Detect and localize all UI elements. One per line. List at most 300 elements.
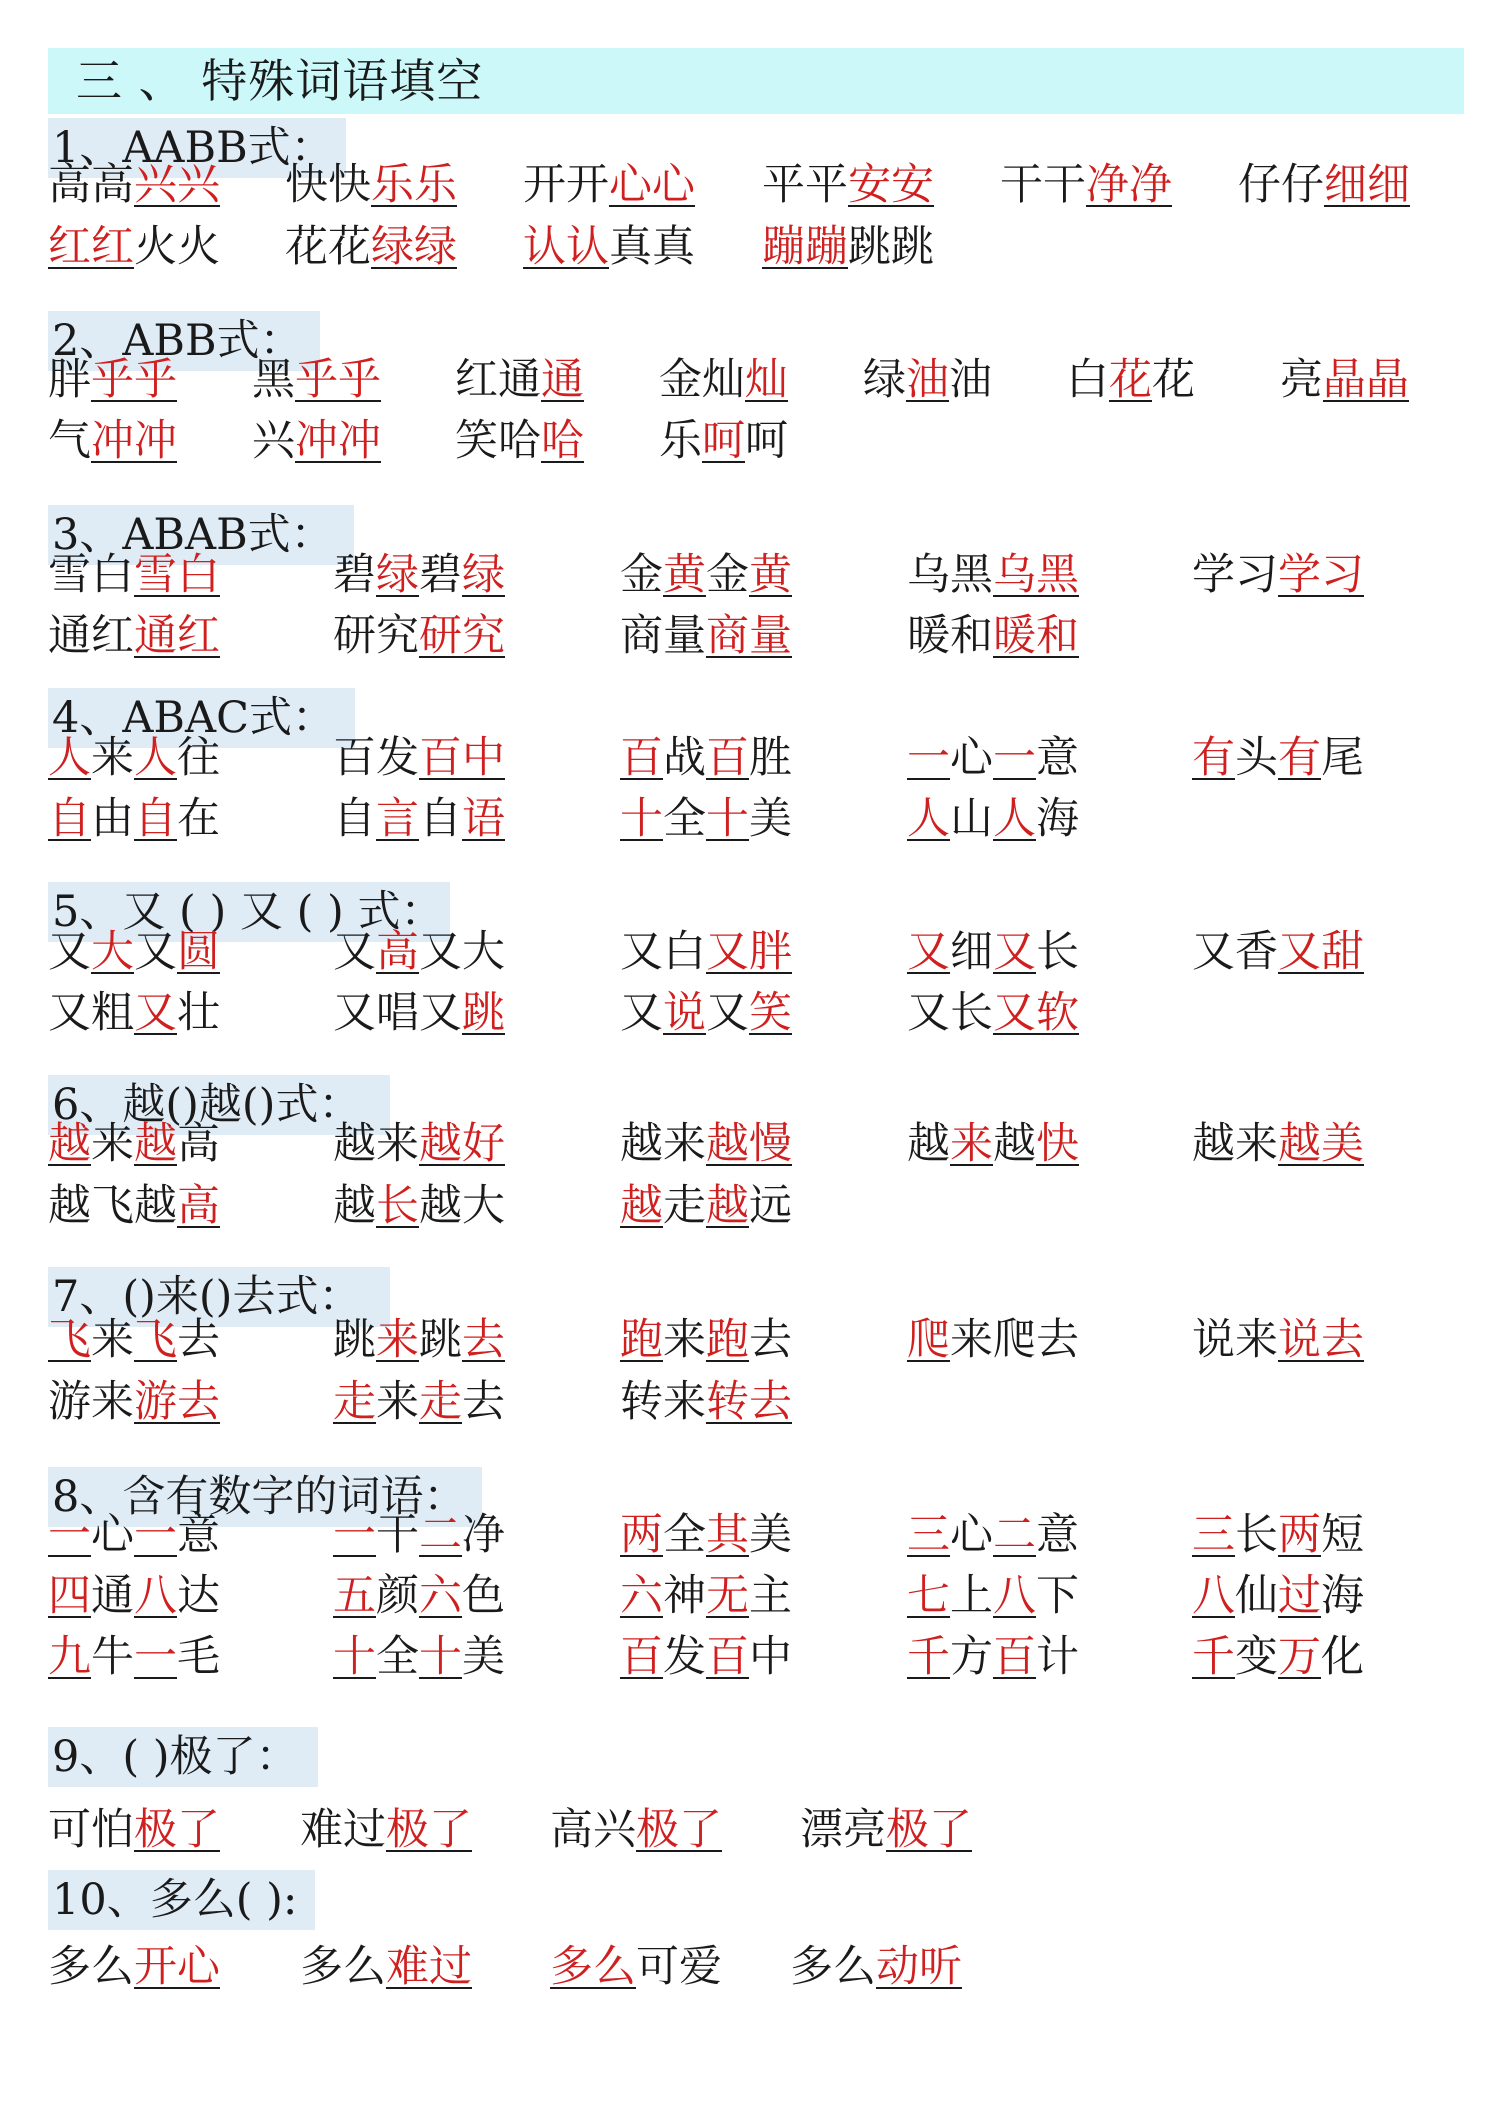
given-char: 兴 (593, 1805, 636, 1855)
given-char: 碧 (333, 550, 376, 600)
answer-char: 百 (620, 1632, 663, 1682)
word-item (907, 1566, 1079, 1626)
answer-char: 绿 (414, 222, 457, 272)
word-item (48, 411, 177, 471)
given-char: 油 (949, 355, 992, 405)
word-row (0, 1937, 1497, 1997)
answer-char: 开 (134, 1942, 177, 1992)
answer-char: 听 (919, 1942, 962, 1992)
given-char: 和 (950, 611, 993, 661)
answer-char: 两 (1278, 1510, 1321, 1560)
given-char: 金 (659, 355, 702, 405)
word-row (0, 1372, 1497, 1432)
given-char: 难 (300, 1805, 343, 1855)
given-char: 来 (663, 1119, 706, 1169)
given-char: 来 (663, 1377, 706, 1427)
answer-char: 八 (134, 1571, 177, 1621)
word-row (0, 1176, 1497, 1236)
answer-char: 百 (993, 1632, 1036, 1682)
given-char: 飞 (91, 1181, 134, 1231)
given-char: 来 (376, 1119, 419, 1169)
answer-char: 一 (134, 1510, 177, 1560)
answer-char: 爬 (907, 1315, 950, 1365)
given-char: 暖 (907, 611, 950, 661)
answer-char: 净 (1129, 160, 1172, 210)
answer-char: 跑 (620, 1315, 663, 1365)
word-row (0, 217, 1497, 277)
word-item (620, 1505, 792, 1565)
word-item (48, 922, 220, 982)
word-item (48, 350, 177, 410)
given-char: 变 (1235, 1632, 1278, 1682)
given-char: 可 (48, 1805, 91, 1855)
answer-char: 笑 (749, 988, 792, 1038)
word-item (300, 1800, 472, 1860)
answer-char: 红 (91, 222, 134, 272)
answer-char: 游 (134, 1377, 177, 1427)
answer-char: 极 (636, 1805, 679, 1855)
word-item (620, 1114, 792, 1174)
section-heading-s6: 6、越()越()式： (48, 1075, 390, 1135)
word-item (252, 350, 381, 410)
page-title: 三 、 特殊词语填空 (48, 48, 1464, 114)
answer-char: 乎 (134, 355, 177, 405)
given-char: 红 (455, 355, 498, 405)
given-char: 全 (376, 1632, 419, 1682)
given-char: 多 (48, 1942, 91, 1992)
given-char: 多 (790, 1942, 833, 1992)
answer-char: 圆 (177, 927, 220, 977)
given-char: 又 (620, 927, 663, 977)
given-char: 色 (462, 1571, 505, 1621)
given-char: 研 (333, 611, 376, 661)
given-char: 长 (950, 988, 993, 1038)
section-heading-s1: 1、AABB式： (48, 118, 346, 178)
given-char: 游 (48, 1377, 91, 1427)
word-row (0, 922, 1497, 982)
answer-char: 十 (620, 794, 663, 844)
given-char: 哈 (498, 416, 541, 466)
answer-char: 暖 (993, 611, 1036, 661)
answer-char: 千 (907, 1632, 950, 1682)
given-char: 胖 (48, 355, 91, 405)
word-item (333, 1627, 505, 1687)
word-item (48, 1176, 220, 1236)
answer-char: 六 (620, 1571, 663, 1621)
given-char: 往 (177, 733, 220, 783)
given-char: 金 (706, 550, 749, 600)
section-heading-s4: 4、ABAC式： (48, 688, 355, 748)
given-char: 发 (663, 1632, 706, 1682)
answer-char: 飞 (134, 1315, 177, 1365)
given-char: 又 (134, 927, 177, 977)
given-char: 开 (523, 160, 566, 210)
answer-char: 七 (907, 1571, 950, 1621)
given-char: 来 (91, 1119, 134, 1169)
answer-char: 说 (1278, 1315, 1321, 1365)
word-item (333, 922, 505, 982)
given-char: 美 (749, 1510, 792, 1560)
answer-char: 大 (91, 927, 134, 977)
answer-char: 黑 (1036, 550, 1079, 600)
word-item (863, 350, 992, 410)
answer-char: 来 (950, 1119, 993, 1169)
answer-char: 美 (1321, 1119, 1364, 1169)
answer-char: 白 (177, 550, 220, 600)
word-item (620, 1310, 792, 1370)
given-char: 平 (805, 160, 848, 210)
word-item (48, 217, 220, 277)
given-char: 可 (636, 1942, 679, 1992)
answer-char: 又 (134, 988, 177, 1038)
word-item (620, 1566, 792, 1626)
answer-char: 乐 (414, 160, 457, 210)
given-char: 跳 (419, 1315, 462, 1365)
word-item (48, 1114, 220, 1174)
answer-char: 去 (749, 1377, 792, 1427)
word-item (1280, 350, 1409, 410)
answer-char: 究 (462, 611, 505, 661)
given-char: 去 (1036, 1315, 1079, 1365)
answer-char: 黄 (663, 550, 706, 600)
answer-char: 软 (1036, 988, 1079, 1038)
answer-char: 晶 (1366, 355, 1409, 405)
answer-char: 红 (177, 611, 220, 661)
given-char: 下 (1036, 1571, 1079, 1621)
given-char: 来 (1235, 1315, 1278, 1365)
given-char: 细 (950, 927, 993, 977)
word-item (333, 545, 505, 605)
answer-char: 三 (907, 1510, 950, 1560)
word-item (333, 1372, 505, 1432)
answer-char: 飞 (48, 1315, 91, 1365)
answer-char: 甜 (1321, 927, 1364, 977)
given-char: 海 (1321, 1571, 1364, 1621)
answer-char: 越 (706, 1119, 749, 1169)
answer-char: 其 (706, 1510, 749, 1560)
word-item (252, 411, 381, 471)
answer-char: 胖 (749, 927, 792, 977)
word-item (1192, 1505, 1364, 1565)
given-char: 多 (300, 1942, 343, 1992)
given-char: 牛 (91, 1632, 134, 1682)
given-char: 兴 (252, 416, 295, 466)
answer-char: 哈 (541, 416, 584, 466)
word-item (455, 350, 584, 410)
given-char: 量 (663, 611, 706, 661)
given-char: 毛 (177, 1632, 220, 1682)
given-char: 又 (48, 927, 91, 977)
answer-char: 绿 (371, 222, 414, 272)
word-item (659, 350, 788, 410)
answer-char: 安 (848, 160, 891, 210)
given-char: 全 (663, 794, 706, 844)
word-row (0, 606, 1497, 666)
given-char: 漂 (800, 1805, 843, 1855)
answer-char: 一 (333, 1510, 376, 1560)
answer-char: 研 (419, 611, 462, 661)
given-char: 越 (48, 1181, 91, 1231)
word-item (907, 1310, 1079, 1370)
given-char: 笑 (455, 416, 498, 466)
answer-char: 千 (1192, 1632, 1235, 1682)
answer-char: 去 (1321, 1315, 1364, 1365)
given-char: 跳 (333, 1315, 376, 1365)
answer-char: 十 (706, 794, 749, 844)
word-item (1192, 1627, 1364, 1687)
given-char: 么 (833, 1942, 876, 1992)
given-char: 高 (550, 1805, 593, 1855)
word-item (333, 1310, 505, 1370)
answer-char: 蹦 (805, 222, 848, 272)
given-char: 说 (1192, 1315, 1235, 1365)
given-char: 来 (1235, 1119, 1278, 1169)
answer-char: 过 (1278, 1571, 1321, 1621)
answer-char: 去 (177, 1377, 220, 1427)
answer-char: 转 (706, 1377, 749, 1427)
word-item (285, 217, 457, 277)
given-char: 高 (177, 1119, 220, 1169)
answer-char: 通 (541, 355, 584, 405)
given-char: 究 (376, 611, 419, 661)
given-char: 干 (1043, 160, 1086, 210)
given-char: 头 (1235, 733, 1278, 783)
word-item (1192, 1114, 1364, 1174)
answer-char: 一 (907, 733, 950, 783)
given-char: 碧 (419, 550, 462, 600)
given-char: 自 (333, 794, 376, 844)
answer-char: 越 (48, 1119, 91, 1169)
word-item (455, 411, 584, 471)
answer-char: 极 (386, 1805, 429, 1855)
word-item (620, 983, 792, 1043)
answer-char: 又 (907, 927, 950, 977)
given-char: 快 (328, 160, 371, 210)
answer-char: 认 (523, 222, 566, 272)
answer-char: 百 (706, 1632, 749, 1682)
answer-char: 高 (376, 927, 419, 977)
answer-char: 和 (1036, 611, 1079, 661)
given-char: 上 (950, 1571, 993, 1621)
given-char: 又 (1192, 927, 1235, 977)
given-char: 远 (749, 1181, 792, 1231)
answer-char: 乐 (371, 160, 414, 210)
given-char: 去 (462, 1377, 505, 1427)
answer-char: 量 (749, 611, 792, 661)
given-char: 平 (762, 160, 805, 210)
given-char: 海 (1036, 794, 1079, 844)
answer-char: 细 (1324, 160, 1367, 210)
word-item (48, 1566, 220, 1626)
word-item (523, 217, 695, 277)
word-item (1192, 1566, 1364, 1626)
given-char: 在 (177, 794, 220, 844)
given-char: 跳 (848, 222, 891, 272)
given-char: 花 (285, 222, 328, 272)
given-char: 通 (48, 611, 91, 661)
given-char: 由 (91, 794, 134, 844)
word-item (800, 1800, 972, 1860)
answer-char: 万 (1278, 1632, 1321, 1682)
section-heading-s10: 10、多么( ): (48, 1870, 315, 1930)
answer-char: 又 (993, 927, 1036, 977)
answer-char: 冲 (338, 416, 381, 466)
answer-char: 八 (993, 1571, 1036, 1621)
answer-char: 么 (593, 1942, 636, 1992)
answer-char: 了 (929, 1805, 972, 1855)
given-char: 越 (993, 1119, 1036, 1169)
word-item (907, 728, 1079, 788)
answer-char: 来 (376, 1315, 419, 1365)
answer-char: 二 (993, 1510, 1036, 1560)
word-item (333, 728, 505, 788)
given-char: 来 (950, 1315, 993, 1365)
answer-char: 两 (620, 1510, 663, 1560)
given-char: 又 (333, 927, 376, 977)
answer-char: 安 (891, 160, 934, 210)
given-char: 越 (620, 1119, 663, 1169)
answer-char: 动 (876, 1942, 919, 1992)
answer-char: 学 (1278, 550, 1321, 600)
answer-char: 越 (419, 1119, 462, 1169)
given-char: 学 (1192, 550, 1235, 600)
word-row (0, 411, 1497, 471)
given-char: 通 (91, 1571, 134, 1621)
word-item (620, 728, 792, 788)
answer-char: 细 (1367, 160, 1410, 210)
given-char: 化 (1321, 1632, 1364, 1682)
answer-char: 认 (566, 222, 609, 272)
given-char: 又 (419, 988, 462, 1038)
answer-char: 百 (620, 733, 663, 783)
given-char: 灿 (702, 355, 745, 405)
given-char: 中 (749, 1632, 792, 1682)
word-item (659, 411, 788, 471)
section-heading-s3: 3、ABAB式： (48, 505, 354, 565)
word-item (48, 606, 220, 666)
answer-char: 长 (376, 1181, 419, 1231)
answer-char: 百 (706, 733, 749, 783)
given-char: 又 (419, 927, 462, 977)
given-char: 干 (1000, 160, 1043, 210)
word-row (0, 1566, 1497, 1626)
word-item (48, 545, 220, 605)
given-char: 雪 (48, 550, 91, 600)
answer-char: 了 (679, 1805, 722, 1855)
given-char: 越 (333, 1119, 376, 1169)
answer-char: 通 (134, 611, 177, 661)
given-char: 怕 (91, 1805, 134, 1855)
answer-char: 雪 (134, 550, 177, 600)
given-char: 转 (620, 1377, 663, 1427)
answer-char: 高 (177, 1181, 220, 1231)
answer-char: 去 (462, 1315, 505, 1365)
word-row (0, 983, 1497, 1043)
section-heading-s9: 9、( )极了： (48, 1727, 318, 1787)
answer-char: 人 (993, 794, 1036, 844)
answer-char: 十 (333, 1632, 376, 1682)
given-char: 越 (333, 1181, 376, 1231)
answer-char: 六 (419, 1571, 462, 1621)
given-char: 达 (177, 1571, 220, 1621)
word-item (1000, 155, 1172, 215)
answer-char: 极 (886, 1805, 929, 1855)
given-char: 方 (950, 1632, 993, 1682)
answer-char: 自 (48, 794, 91, 844)
given-char: 颜 (376, 1571, 419, 1621)
given-char: 高 (91, 160, 134, 210)
answer-char: 又 (1278, 927, 1321, 977)
answer-char: 中 (462, 733, 505, 783)
given-char: 又 (706, 988, 749, 1038)
given-char: 计 (1036, 1632, 1079, 1682)
word-item (48, 1505, 220, 1565)
answer-char: 商 (706, 611, 749, 661)
given-char: 仙 (1235, 1571, 1278, 1621)
answer-char: 好 (462, 1119, 505, 1169)
given-char: 乌 (907, 550, 950, 600)
answer-char: 又 (706, 927, 749, 977)
given-char: 白 (663, 927, 706, 977)
given-char: 红 (91, 611, 134, 661)
answer-char: 八 (1192, 1571, 1235, 1621)
answer-char: 花 (1109, 355, 1152, 405)
given-char: 去 (749, 1315, 792, 1365)
given-char: 开 (566, 160, 609, 210)
given-char: 大 (462, 927, 505, 977)
word-row (0, 728, 1497, 788)
answer-char: 了 (429, 1805, 472, 1855)
answer-char: 又 (993, 988, 1036, 1038)
given-char: 来 (91, 1315, 134, 1365)
answer-char: 三 (1192, 1510, 1235, 1560)
given-char: 唱 (376, 988, 419, 1038)
word-row (0, 789, 1497, 849)
given-char: 百 (333, 733, 376, 783)
answer-char: 跑 (706, 1315, 749, 1365)
given-char: 主 (749, 1571, 792, 1621)
answer-char: 走 (419, 1377, 462, 1427)
word-item (620, 922, 792, 982)
given-char: 壮 (177, 988, 220, 1038)
answer-char: 冲 (295, 416, 338, 466)
given-char: 过 (343, 1805, 386, 1855)
answer-char: 快 (1036, 1119, 1079, 1169)
answer-char: 九 (48, 1632, 91, 1682)
given-char: 美 (749, 794, 792, 844)
given-char: 尾 (1321, 733, 1364, 783)
word-item (285, 155, 457, 215)
word-item (620, 1627, 792, 1687)
answer-char: 越 (1278, 1119, 1321, 1169)
given-char: 习 (1235, 550, 1278, 600)
given-char: 神 (663, 1571, 706, 1621)
given-char: 亮 (843, 1805, 886, 1855)
given-char: 越 (419, 1181, 462, 1231)
given-char: 短 (1321, 1510, 1364, 1560)
given-char: 花 (328, 222, 371, 272)
given-char: 美 (462, 1632, 505, 1682)
word-item (333, 1176, 505, 1236)
word-item (333, 789, 505, 849)
given-char: 高 (48, 160, 91, 210)
word-item (907, 922, 1079, 982)
answer-char: 极 (134, 1805, 177, 1855)
word-item (550, 1800, 722, 1860)
answer-char: 心 (609, 160, 652, 210)
answer-char: 人 (134, 733, 177, 783)
answer-char: 十 (419, 1632, 462, 1682)
